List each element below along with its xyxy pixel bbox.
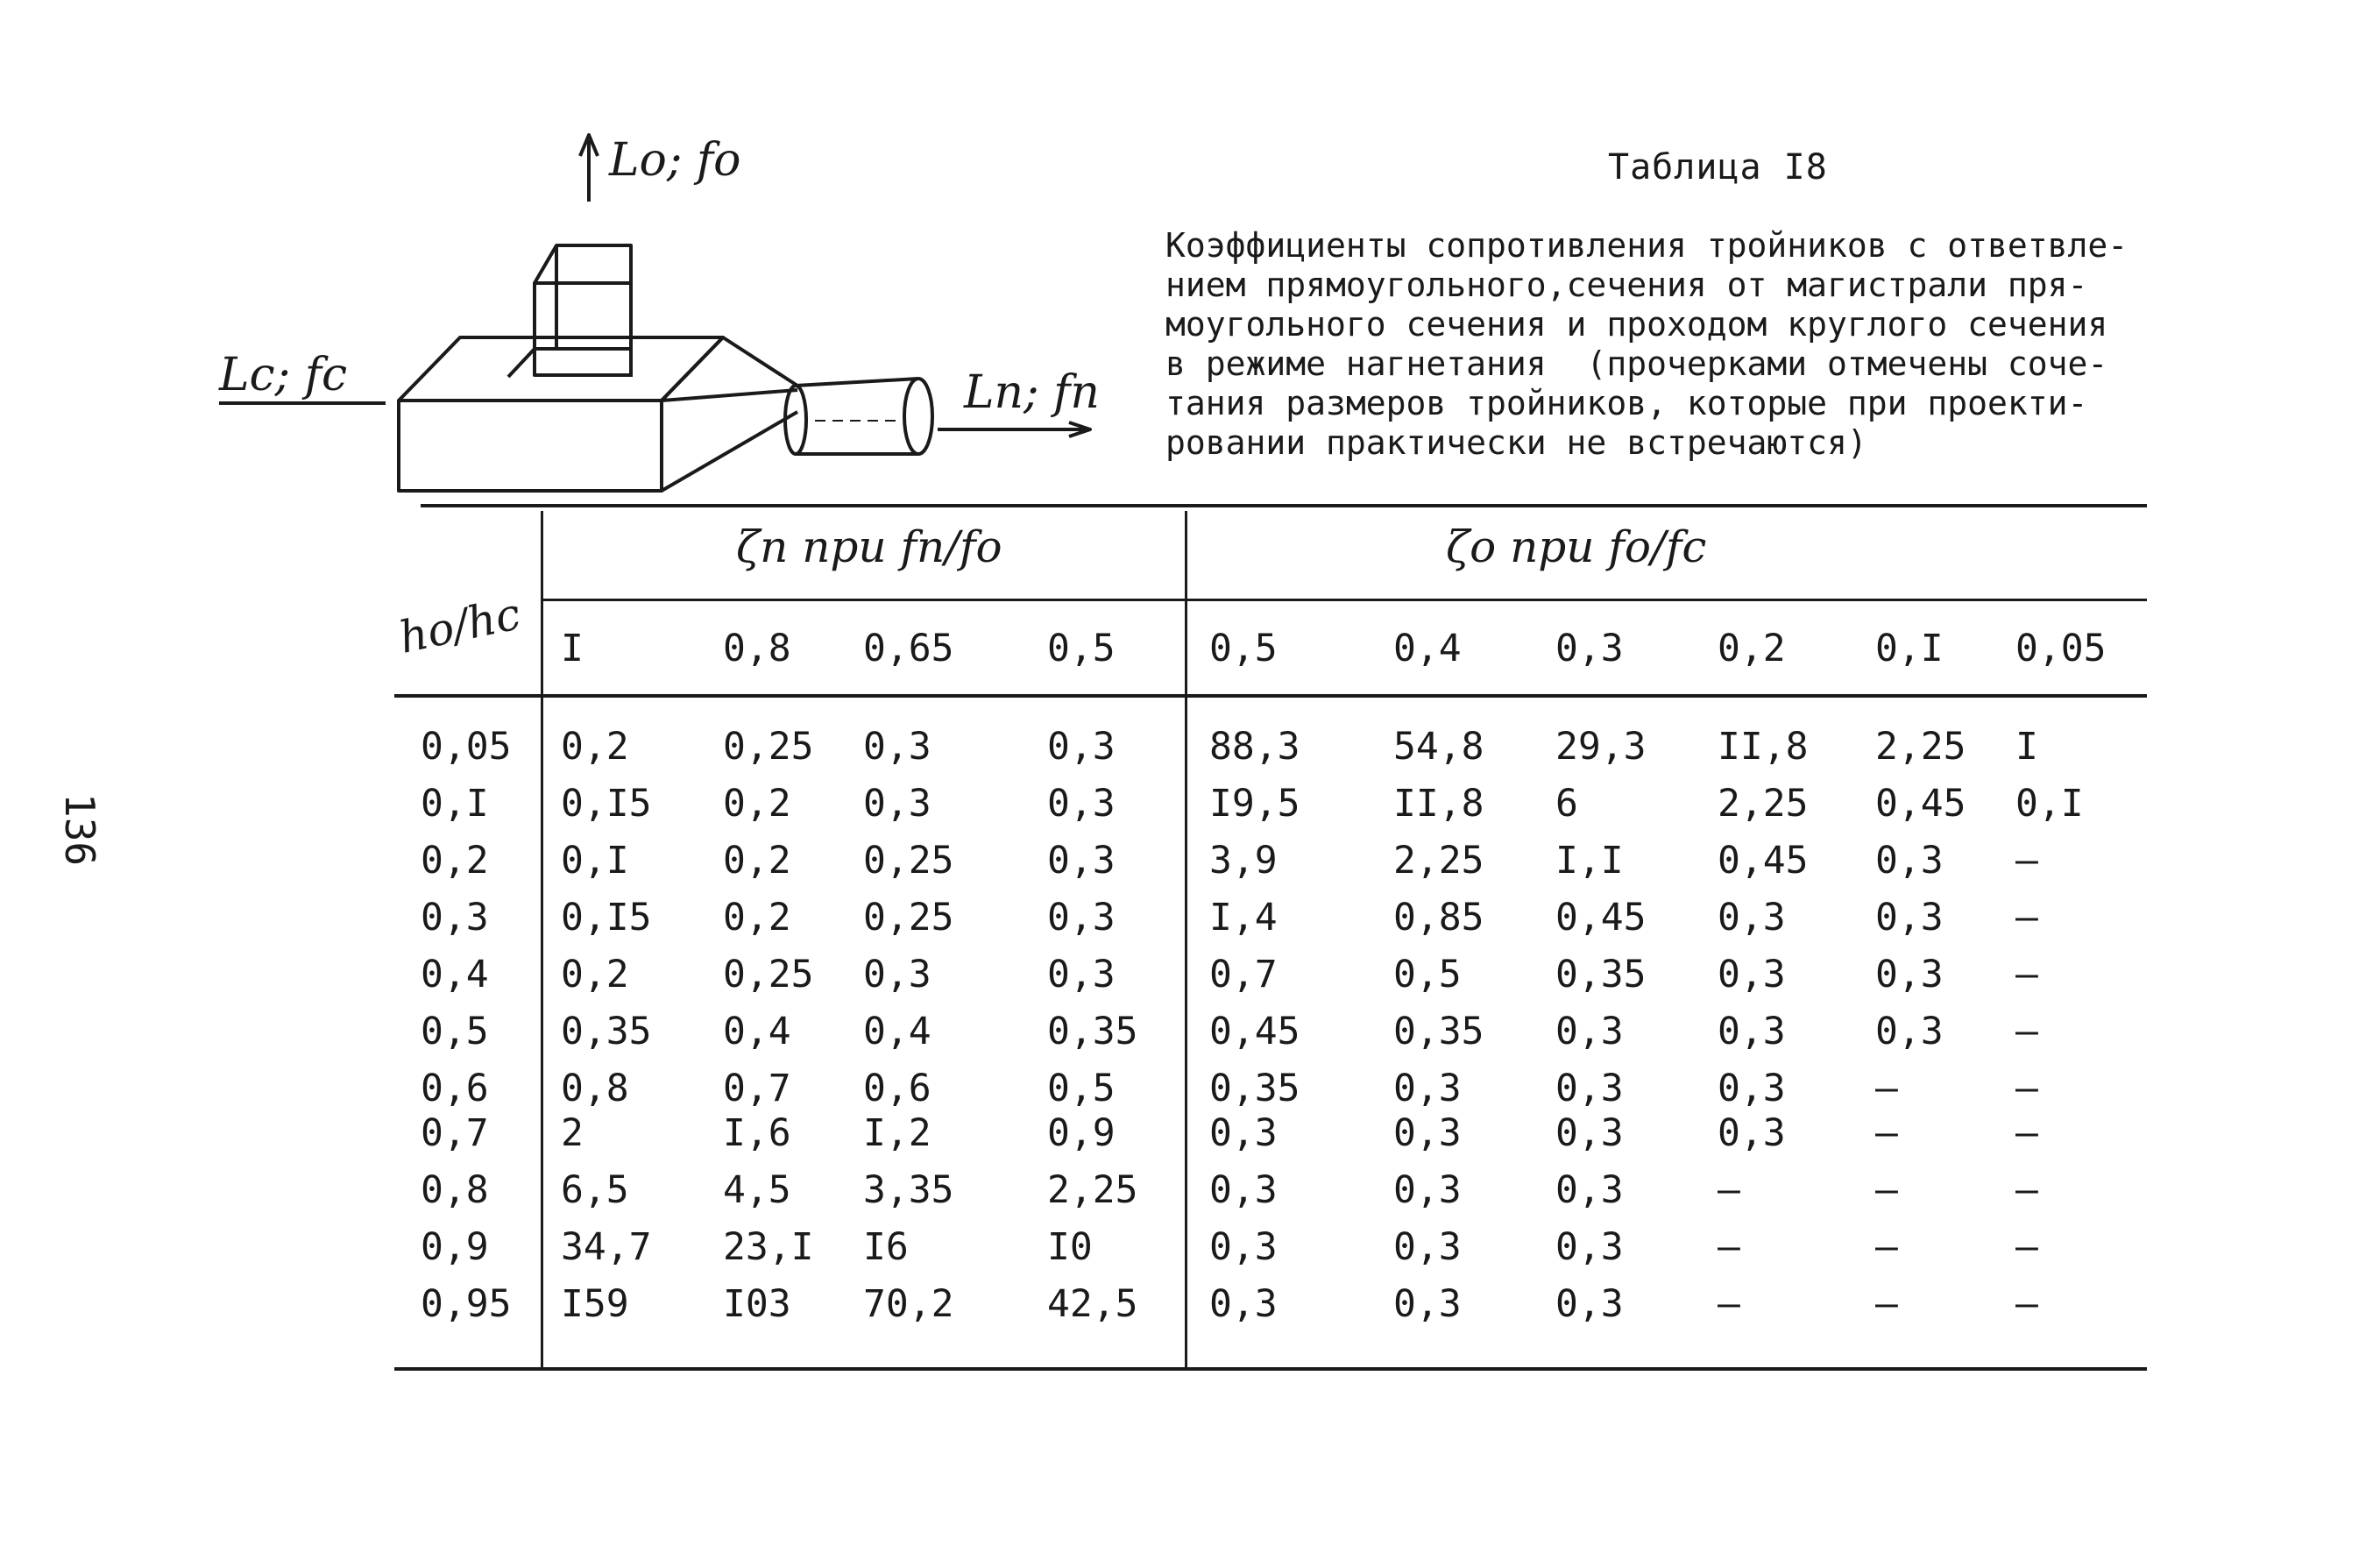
row-label: 0,05 xyxy=(421,725,512,769)
table-cell: 0,3 xyxy=(1209,1111,1278,1155)
table-cell: 0,45 xyxy=(1718,839,1809,883)
table-cell: 2,25 xyxy=(1875,725,1966,769)
caption-line: тания размеров тройников, которые при проекти- xyxy=(1165,384,2088,422)
table-cell: 0,3 xyxy=(1209,1282,1278,1326)
table-cell: 2 xyxy=(561,1111,584,1155)
table-cell: 0,3 xyxy=(1718,1010,1786,1053)
table-cell: 29,3 xyxy=(1555,725,1647,769)
label-outlet-pass: Ln; fn xyxy=(964,366,1100,419)
table-cell: 0,3 xyxy=(1555,1282,1624,1326)
table-cell: 0,45 xyxy=(1209,1010,1300,1053)
page-number: 136 xyxy=(56,793,103,867)
table-caption xyxy=(1165,226,2287,463)
table-cell: 0,35 xyxy=(1393,1010,1484,1053)
table-cell: 0,3 xyxy=(1718,896,1786,940)
table-cell: 0,6 xyxy=(863,1067,931,1110)
table-cell: – xyxy=(2015,1225,2038,1269)
column-header: 0,65 xyxy=(863,627,954,670)
table-cell: 0,25 xyxy=(723,953,814,996)
table-cell: 2,25 xyxy=(1393,839,1484,883)
table-cell: 0,3 xyxy=(1718,1067,1786,1110)
header-bottom-rule xyxy=(394,694,2147,698)
table-cell: 0,3 xyxy=(1555,1225,1624,1269)
table-cell: 0,8 xyxy=(561,1067,629,1110)
group-header-rule xyxy=(543,599,2147,601)
table-cell: 0,45 xyxy=(1555,896,1647,940)
table-title: Таблица I8 xyxy=(1608,147,1828,188)
table-cell: 0,35 xyxy=(1047,1010,1138,1053)
table-cell: – xyxy=(1875,1067,1898,1110)
tee-diagram-drawing xyxy=(210,123,1130,508)
column-header: I xyxy=(561,627,584,670)
table-cell: 0,7 xyxy=(1209,953,1278,996)
row-header-divider xyxy=(541,511,543,1367)
resistance-table xyxy=(394,495,2147,1389)
table-cell: I xyxy=(2015,725,2038,769)
row-label: 0,2 xyxy=(421,839,489,883)
table-cell: 0,2 xyxy=(561,953,629,996)
row-label: 0,6 xyxy=(421,1067,489,1110)
table-cell: 0,3 xyxy=(1718,953,1786,996)
table-cell: 2,25 xyxy=(1047,1168,1138,1212)
row-label: 0,3 xyxy=(421,896,489,940)
table-bottom-rule xyxy=(394,1367,2147,1371)
table-cell: 0,3 xyxy=(1047,896,1116,940)
table-cell: 3,35 xyxy=(863,1168,954,1212)
caption-line: моугольного сечения и проходом круглого сечения xyxy=(1165,305,2108,344)
table-cell: 0,3 xyxy=(1047,953,1116,996)
table-cell: 2,25 xyxy=(1718,782,1809,826)
table-cell: 0,45 xyxy=(1875,782,1966,826)
group1-header: ζn при fn/fo xyxy=(736,521,1002,572)
group2-header: ζo при fo/fc xyxy=(1446,521,1707,572)
table-cell: 0,25 xyxy=(863,839,954,883)
caption-line: Коэффициенты сопротивления тройников с ответвле- xyxy=(1165,226,2129,265)
table-cell: – xyxy=(1875,1225,1898,1269)
table-cell: – xyxy=(2015,1067,2038,1110)
table-cell: 0,3 xyxy=(1555,1067,1624,1110)
tee-diagram xyxy=(210,123,1130,512)
table-cell: I03 xyxy=(723,1282,791,1326)
row-header: ho/hc xyxy=(394,588,525,663)
table-cell: 0,35 xyxy=(1209,1067,1300,1110)
column-header: 0,5 xyxy=(1047,627,1116,670)
table-top-rule xyxy=(421,504,2147,507)
table-cell: 6 xyxy=(1555,782,1578,826)
label-inlet-main: Lc; fc xyxy=(219,349,348,401)
table-cell: II,8 xyxy=(1718,725,1809,769)
row-label: 0,9 xyxy=(421,1225,489,1269)
table-cell: 0,3 xyxy=(1875,1010,1944,1053)
table-cell: 70,2 xyxy=(863,1282,954,1326)
table-cell: 0,9 xyxy=(1047,1111,1116,1155)
table-cell: – xyxy=(1718,1225,1740,1269)
table-cell: 0,3 xyxy=(1555,1168,1624,1212)
table-cell: – xyxy=(2015,839,2038,883)
table-cell: II,8 xyxy=(1393,782,1484,826)
table-cell: 0,I xyxy=(561,839,629,883)
table-cell: 0,4 xyxy=(723,1010,791,1053)
table-cell: 0,2 xyxy=(723,896,791,940)
table-cell: I0 xyxy=(1047,1225,1093,1269)
table-cell: 34,7 xyxy=(561,1225,652,1269)
table-cell: 0,25 xyxy=(723,725,814,769)
table-cell: 42,5 xyxy=(1047,1282,1138,1326)
column-header: 0,05 xyxy=(2015,627,2107,670)
caption-line: в режиме нагнетания (прочерками отмечены соче- xyxy=(1165,344,2108,383)
table-cell: I,6 xyxy=(723,1111,791,1155)
table-cell: 0,3 xyxy=(1718,1111,1786,1155)
table-cell: 0,35 xyxy=(1555,953,1647,996)
column-header: 0,5 xyxy=(1209,627,1278,670)
table-cell: I,4 xyxy=(1209,896,1278,940)
table-cell: 0,3 xyxy=(863,782,931,826)
table-cell: – xyxy=(2015,1111,2038,1155)
column-header: 0,3 xyxy=(1555,627,1624,670)
table-cell: 0,7 xyxy=(723,1067,791,1110)
table-cell: 0,3 xyxy=(1393,1111,1462,1155)
table-cell: – xyxy=(1875,1111,1898,1155)
row-label: 0,95 xyxy=(421,1282,512,1326)
table-cell: 0,3 xyxy=(1209,1168,1278,1212)
table-cell: 0,3 xyxy=(1555,1010,1624,1053)
table-cell: 0,3 xyxy=(1047,782,1116,826)
column-header: 0,4 xyxy=(1393,627,1462,670)
table-cell: 4,5 xyxy=(723,1168,791,1212)
table-cell: 54,8 xyxy=(1393,725,1484,769)
table-cell: I,I xyxy=(1555,839,1624,883)
group-divider xyxy=(1185,511,1187,1367)
table-cell: 0,I5 xyxy=(561,782,652,826)
table-cell: 0,5 xyxy=(1047,1067,1116,1110)
table-cell: 0,3 xyxy=(863,725,931,769)
table-cell: I6 xyxy=(863,1225,909,1269)
row-label: 0,8 xyxy=(421,1168,489,1212)
row-label: 0,I xyxy=(421,782,489,826)
table-cell: – xyxy=(1875,1168,1898,1212)
table-cell: – xyxy=(1718,1282,1740,1326)
table-cell: 0,2 xyxy=(723,839,791,883)
column-header: 0,2 xyxy=(1718,627,1786,670)
table-cell: – xyxy=(2015,1168,2038,1212)
table-cell: 0,3 xyxy=(1393,1168,1462,1212)
table-cell: 23,I xyxy=(723,1225,814,1269)
table-cell: 0,3 xyxy=(1393,1282,1462,1326)
table-cell: 0,3 xyxy=(1393,1067,1462,1110)
table-cell: 88,3 xyxy=(1209,725,1300,769)
table-cell: 0,85 xyxy=(1393,896,1484,940)
table-cell: 0,2 xyxy=(561,725,629,769)
table-cell: I,2 xyxy=(863,1111,931,1155)
table-cell: 0,I xyxy=(2015,782,2084,826)
column-header: 0,8 xyxy=(723,627,791,670)
table-cell: 0,3 xyxy=(1875,896,1944,940)
row-label: 0,7 xyxy=(421,1111,489,1155)
table-cell: 0,3 xyxy=(863,953,931,996)
table-cell: I59 xyxy=(561,1282,629,1326)
table-cell: – xyxy=(1718,1168,1740,1212)
table-cell: 0,35 xyxy=(561,1010,652,1053)
table-cell: 6,5 xyxy=(561,1168,629,1212)
table-cell: 0,3 xyxy=(1393,1225,1462,1269)
table-cell: 0,25 xyxy=(863,896,954,940)
caption-line: ровании практически не встречаются) xyxy=(1165,423,1867,462)
caption-line: нием прямоугольного,сечения от магистрали пря- xyxy=(1165,266,2088,304)
row-label: 0,4 xyxy=(421,953,489,996)
table-cell: 0,3 xyxy=(1875,839,1944,883)
table-cell: 0,3 xyxy=(1047,839,1116,883)
table-cell: – xyxy=(2015,953,2038,996)
table-cell: 3,9 xyxy=(1209,839,1278,883)
table-cell: 0,I5 xyxy=(561,896,652,940)
table-cell: 0,2 xyxy=(723,782,791,826)
table-cell: I9,5 xyxy=(1209,782,1300,826)
table-cell: 0,3 xyxy=(1875,953,1944,996)
table-cell: 0,5 xyxy=(1393,953,1462,996)
column-header: 0,I xyxy=(1875,627,1944,670)
table-cell: – xyxy=(2015,1010,2038,1053)
row-label: 0,5 xyxy=(421,1010,489,1053)
table-cell: 0,3 xyxy=(1047,725,1116,769)
table-cell: 0,3 xyxy=(1555,1111,1624,1155)
table-cell: – xyxy=(2015,896,2038,940)
table-cell: 0,3 xyxy=(1209,1225,1278,1269)
table-cell: 0,4 xyxy=(863,1010,931,1053)
table-cell: – xyxy=(2015,1282,2038,1326)
label-outlet-branch: Lo; fo xyxy=(609,134,741,187)
table-cell: – xyxy=(1875,1282,1898,1326)
